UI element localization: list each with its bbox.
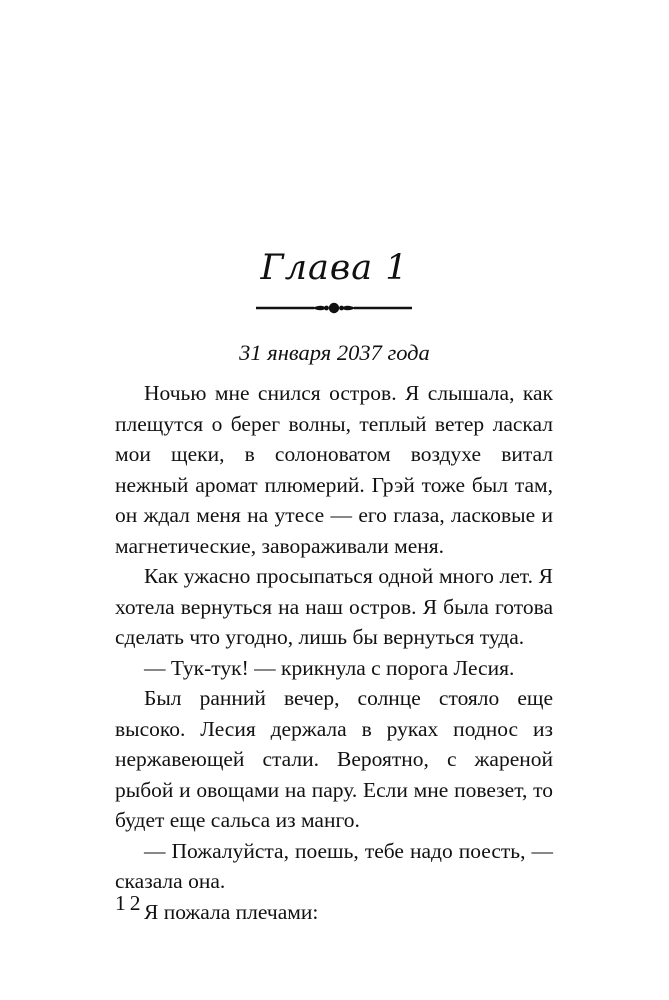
paragraph-4: Был ранний вечер, солнце стояло еще высоко. Лесия держала в руках поднос из нержавеющей стали. Вероятно, с жареной рыбой и овощами на пару. Если мне повезет, то будет еще сальса из манго. xyxy=(115,686,553,832)
paragraph-6: Я пожала плечами: xyxy=(144,899,319,924)
ornament-divider-icon xyxy=(256,298,412,318)
paragraph-2: Как ужасно просыпаться одной много лет. Я хотела вернуться на наш остров. Я была готова сделать что угодно, лишь бы вернуться туда. xyxy=(115,564,553,649)
paragraph-1: Ночью мне снился остров. Я слышала, как плещутся о берег волны, теплый ветер ласкал мои щеки, в солоноватом воздухе витал нежный аромат плюмерий. Грэй тоже был там, он ждал меня на утесе — его глаза, ласковые и магнетические, завораживали меня. xyxy=(115,381,553,558)
chapter-date: 31 января 2037 года xyxy=(239,340,430,365)
paragraph-3: — Тук-тук! — крикнула с порога Лесия. xyxy=(144,655,515,680)
chapter-title: Глава 1 xyxy=(260,248,409,288)
body-text xyxy=(115,378,553,927)
page-number: 12 xyxy=(115,891,145,915)
paragraph-5: — Пожалуйста, поешь, тебе надо поесть, — сказала она. xyxy=(115,838,553,893)
